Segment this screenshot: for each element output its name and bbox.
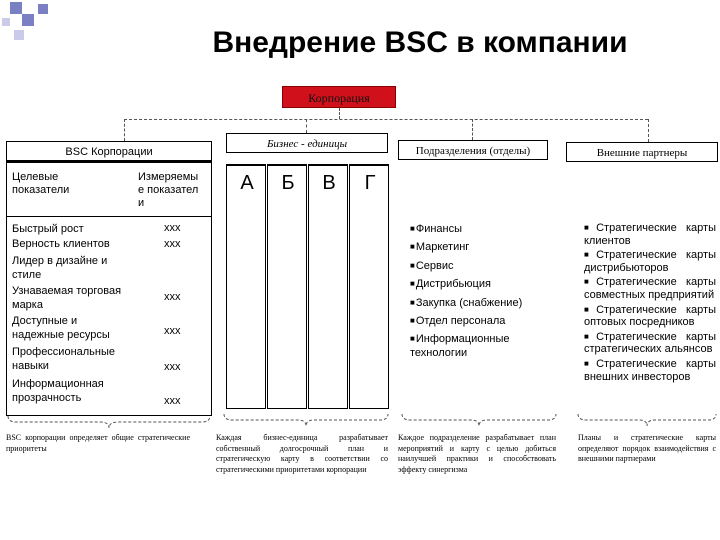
departments-header: Подразделения (отделы)	[398, 140, 548, 160]
square-bullet-icon: ■	[410, 297, 415, 307]
connector	[648, 119, 649, 142]
bsc-goal: Узнаваемая торговая марка	[12, 285, 122, 312]
bsc-measure: ххх	[164, 291, 181, 303]
square-bullet-icon: ■	[584, 223, 596, 232]
bsc-goal: Доступные и надежные ресурсы	[12, 315, 110, 342]
partners-note: Планы и стратегические карты определяют порядок взаимодействия с внешними партнерами	[578, 433, 716, 463]
connector	[124, 119, 125, 141]
square-bullet-icon: ■	[410, 316, 415, 326]
list-item: ■Стратегические карты дистрибьюторов	[584, 249, 716, 274]
list-item: ■Стратегические карты совместных предприятий	[584, 276, 716, 301]
square-bullet-icon: ■	[410, 224, 415, 233]
departments-list	[410, 222, 560, 360]
business-unit-column	[308, 164, 348, 409]
connector	[339, 108, 340, 119]
business-unit-column	[267, 164, 307, 409]
business-units-note: Каждая бизнес-единица разрабатывает собственный долгосрочный план и стратегическую карту в соответствии со стратегическими приоритетами корпорации	[216, 433, 388, 474]
bsc-col2-header: Измеряемые показатели	[138, 171, 199, 209]
bsc-goal: Быстрый рост	[12, 223, 84, 235]
business-unit-letter: Б	[281, 172, 295, 194]
bsc-measure: ххх	[164, 361, 181, 373]
departments-note: Каждое подразделение разрабатывает план мероприятий и карту с целью добиться наилучшей практики и способствовать эффекту синергизма	[398, 433, 556, 474]
partners-list	[584, 222, 716, 383]
square-bullet-icon: ■	[584, 250, 596, 260]
corporation-box: Корпорация	[282, 86, 396, 108]
bsc-col1-header: Целевые показатели	[12, 171, 70, 196]
bsc-measure: ххх	[164, 238, 181, 250]
list-item: ■Маркетинг	[410, 241, 470, 254]
page-title: Внедрение BSC в компании	[212, 26, 628, 59]
list-item: ■Стратегические карты клиентов	[584, 222, 716, 247]
list-item: ■Стратегические карты стратегических альянсов	[584, 330, 716, 356]
connector	[306, 119, 307, 133]
partners-header: Внешние партнеры	[566, 142, 718, 162]
business-units-header: Бизнес - единицы	[226, 133, 388, 153]
brace-bsc	[6, 414, 212, 430]
square-bullet-icon: ■	[410, 260, 415, 270]
bsc-measure: ххх	[164, 222, 181, 234]
bsc-header: BSC Корпорации	[6, 141, 212, 161]
square-bullet-icon: ■	[410, 334, 415, 344]
decor-square	[2, 18, 10, 26]
bsc-goal: Информационная прозрачность	[12, 378, 104, 405]
bsc-goal: Профессиональные навыки	[12, 346, 116, 373]
list-item: ■Сервис	[410, 259, 454, 272]
bsc-goal: Верность клиентов	[12, 238, 110, 250]
list-item: ■Информационные технологии	[410, 333, 510, 359]
bsc-goals-list	[12, 222, 130, 407]
business-unit-letter: Г	[364, 172, 376, 194]
bsc-measure: ххх	[164, 325, 181, 337]
connector	[472, 119, 473, 140]
connector	[124, 119, 648, 120]
brace-business-units	[222, 412, 390, 428]
square-bullet-icon: ■	[584, 331, 596, 341]
bsc-note: BSC корпорации определяет общие стратегические приоритеты	[6, 433, 190, 453]
bsc-header-divider	[6, 216, 212, 217]
list-item: ■Отдел персонала	[410, 315, 506, 328]
brace-departments	[400, 412, 558, 428]
square-bullet-icon: ■	[584, 277, 596, 287]
list-item: ■Финансы	[410, 223, 463, 235]
list-item: ■Стратегические карты внешних инвесторов	[584, 357, 716, 383]
square-bullet-icon: ■	[584, 358, 596, 368]
bsc-measure: ххх	[164, 395, 181, 407]
list-item: ■Закупка (снабжение)	[410, 296, 523, 309]
business-unit-column	[226, 164, 266, 409]
business-unit-letter: А	[240, 172, 254, 194]
bsc-goal: Лидер в дизайне и стиле	[12, 255, 108, 282]
list-item: ■Стратегические карты оптовых посредников	[584, 303, 716, 329]
decor-square	[38, 4, 48, 14]
decor-square	[22, 14, 34, 26]
business-unit-letter: В	[322, 172, 336, 194]
square-bullet-icon: ■	[584, 304, 596, 314]
business-unit-column	[349, 164, 389, 409]
list-item: ■Дистрибьюция	[410, 278, 491, 291]
brace-partners	[576, 412, 718, 428]
square-bullet-icon: ■	[410, 279, 415, 289]
square-bullet-icon: ■	[410, 242, 415, 252]
decor-square	[10, 2, 22, 14]
